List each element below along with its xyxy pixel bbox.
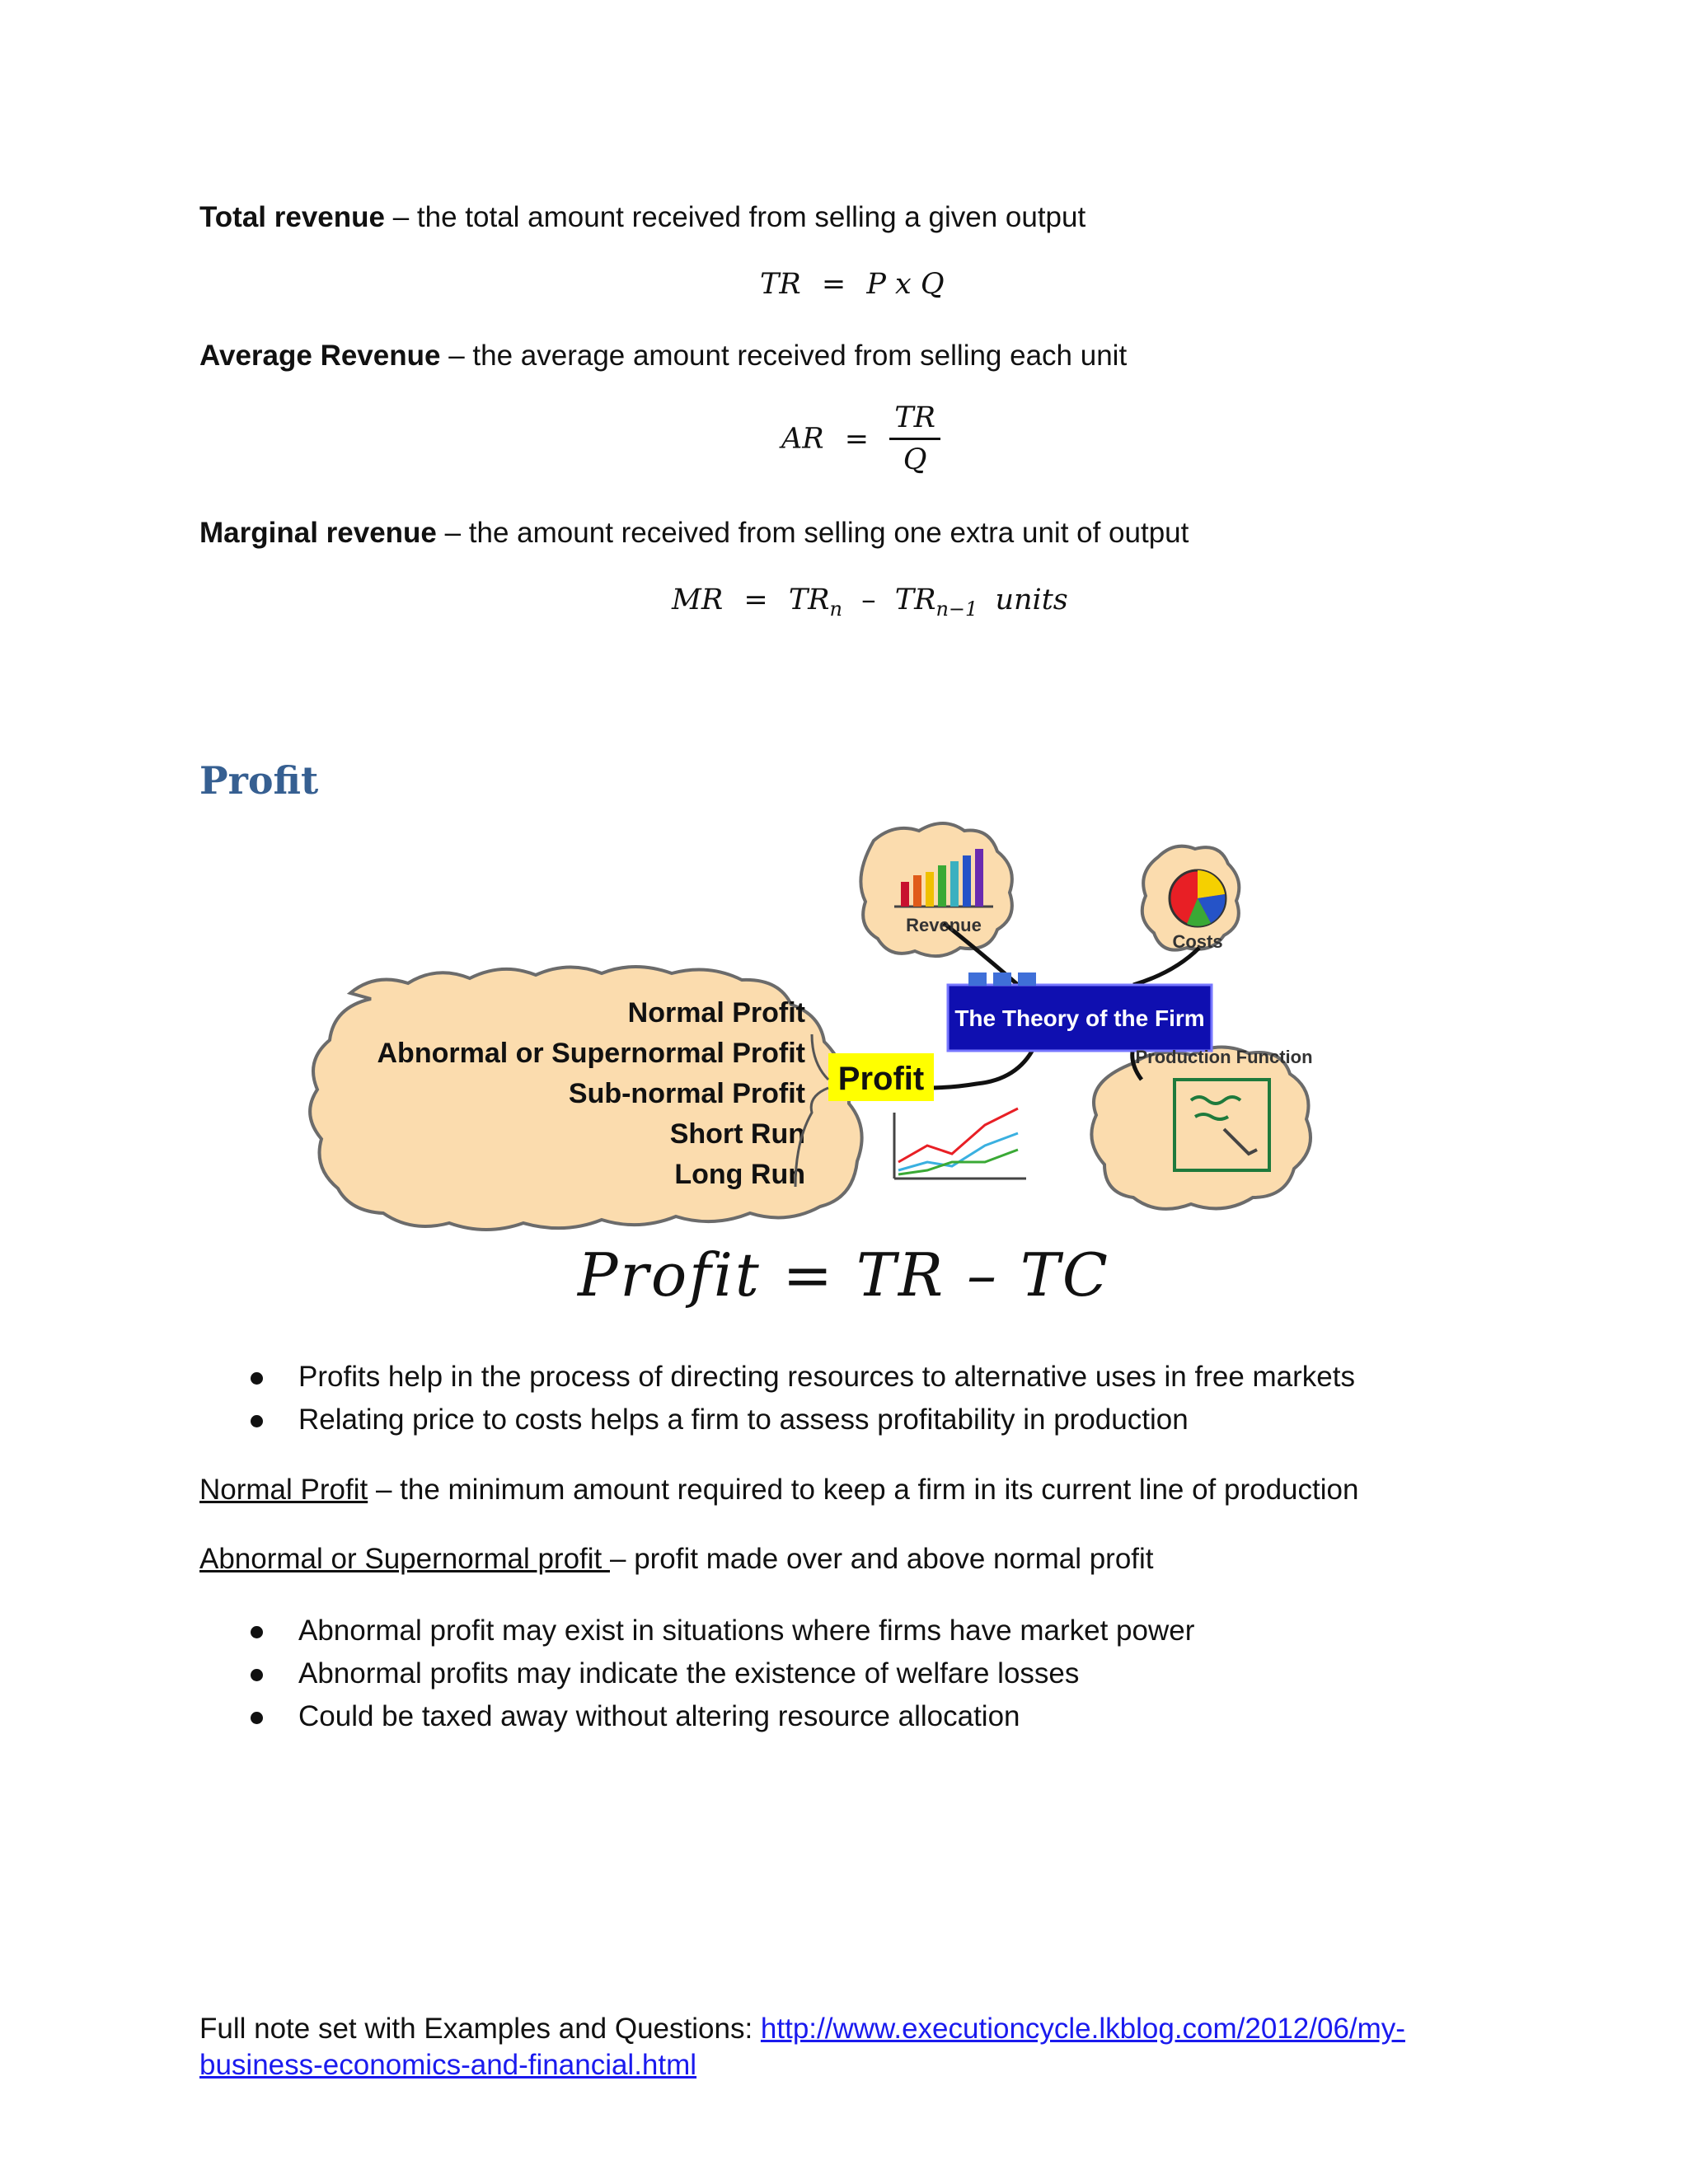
tr-formula-lhs: TR (760, 268, 801, 301)
profit-line-chart-icon (894, 1108, 1026, 1179)
costs-pie-icon (1170, 870, 1226, 926)
definition-term: Marginal revenue (199, 517, 437, 549)
marginal-revenue-definition (199, 515, 1189, 551)
fraction-denominator: Q (903, 443, 927, 476)
definition-term: Normal Profit (199, 1474, 368, 1506)
footer-link-continued[interactable]: business-economics-and-financial.html (199, 2049, 697, 2081)
minus-sign: – (861, 583, 876, 616)
profit-item-label: Sub-normal Profit (568, 1078, 805, 1109)
mr-formula-lhs: MR (672, 583, 724, 616)
definition-text: – the total amount received from selling a given output (384, 201, 1086, 233)
revenue-label: Revenue (906, 915, 982, 935)
definition-text: – profit made over and above normal profit (610, 1543, 1154, 1575)
theory-of-firm-diagram (301, 816, 1372, 1244)
footer-label: Full note set with Examples and Questions: (199, 2013, 761, 2045)
total-revenue-definition (199, 199, 1085, 236)
equals-sign: = (844, 422, 870, 456)
average-revenue-definition (199, 338, 1127, 374)
fraction (889, 401, 940, 476)
center-label: The Theory of the Firm (954, 1005, 1205, 1031)
profit-label: Profit (837, 1061, 925, 1097)
definition-term: Total revenue (199, 201, 385, 233)
footer-link[interactable]: http://www.executioncycle.lkblog.com/2012/06/my- (760, 2013, 1405, 2045)
mr-units: units (995, 583, 1068, 616)
mr-formula (672, 583, 1068, 621)
normal-profit-definition (199, 1472, 1358, 1508)
mr-subscript-1: n (829, 598, 842, 621)
mr-term-2: TR (894, 583, 936, 616)
revenue-cloud (860, 823, 1011, 956)
definition-term: Average Revenue (199, 340, 441, 372)
section-heading-profit: Profit (199, 758, 319, 803)
costs-label: Costs (1172, 931, 1223, 952)
bullet-item: Profits help in the process of directing resources to alternative uses in free markets (247, 1356, 1355, 1399)
connector-tab (968, 972, 987, 986)
profit-item-label: Short Run (669, 1118, 805, 1150)
profit-item-label: Abnormal or Supernormal Profit (377, 1038, 805, 1069)
tr-formula (760, 268, 945, 301)
bullet-item: Abnormal profit may exist in situations where firms have market power (247, 1610, 1194, 1652)
definition-term: Abnormal or Supernormal profit (199, 1543, 610, 1575)
bullet-item: Relating price to costs helps a firm to assess profitability in production (247, 1399, 1355, 1441)
connector-line (1133, 948, 1199, 985)
connector-tab (993, 972, 1011, 986)
profit-formula: Profit = TR – TC (577, 1240, 1111, 1310)
equals-sign: = (821, 268, 846, 301)
fraction-numerator: TR (889, 401, 940, 440)
ar-formula (781, 401, 940, 476)
profit-item-label: Normal Profit (627, 997, 805, 1029)
definition-text: – the average amount received from selling each unit (440, 340, 1128, 372)
bullet-item: Abnormal profits may indicate the existence of welfare losses (247, 1652, 1194, 1695)
definition-text: – the amount received from selling one extra unit of output (436, 517, 1189, 549)
production-label: Production Function (1135, 1047, 1313, 1067)
profit-item-label: Long Run (674, 1159, 805, 1190)
bullet-list-abnormal-profit (247, 1610, 1194, 1738)
connector-tab (1018, 972, 1036, 986)
bullet-list-profits (247, 1356, 1355, 1441)
abnormal-profit-definition (199, 1541, 1154, 1577)
ar-formula-lhs: AR (781, 422, 824, 456)
tr-formula-rhs: P x Q (866, 268, 945, 301)
definition-text: – the minimum amount required to keep a firm in its current line of production (368, 1474, 1359, 1506)
footer-note (199, 2011, 1405, 2083)
bullet-item: Could be taxed away without altering resource allocation (247, 1695, 1194, 1738)
mr-subscript-2: n−1 (935, 598, 978, 621)
production-cloud (1091, 1047, 1311, 1208)
mr-term-1: TR (788, 583, 830, 616)
equals-sign: = (743, 583, 768, 616)
connector-line (927, 1047, 1034, 1088)
